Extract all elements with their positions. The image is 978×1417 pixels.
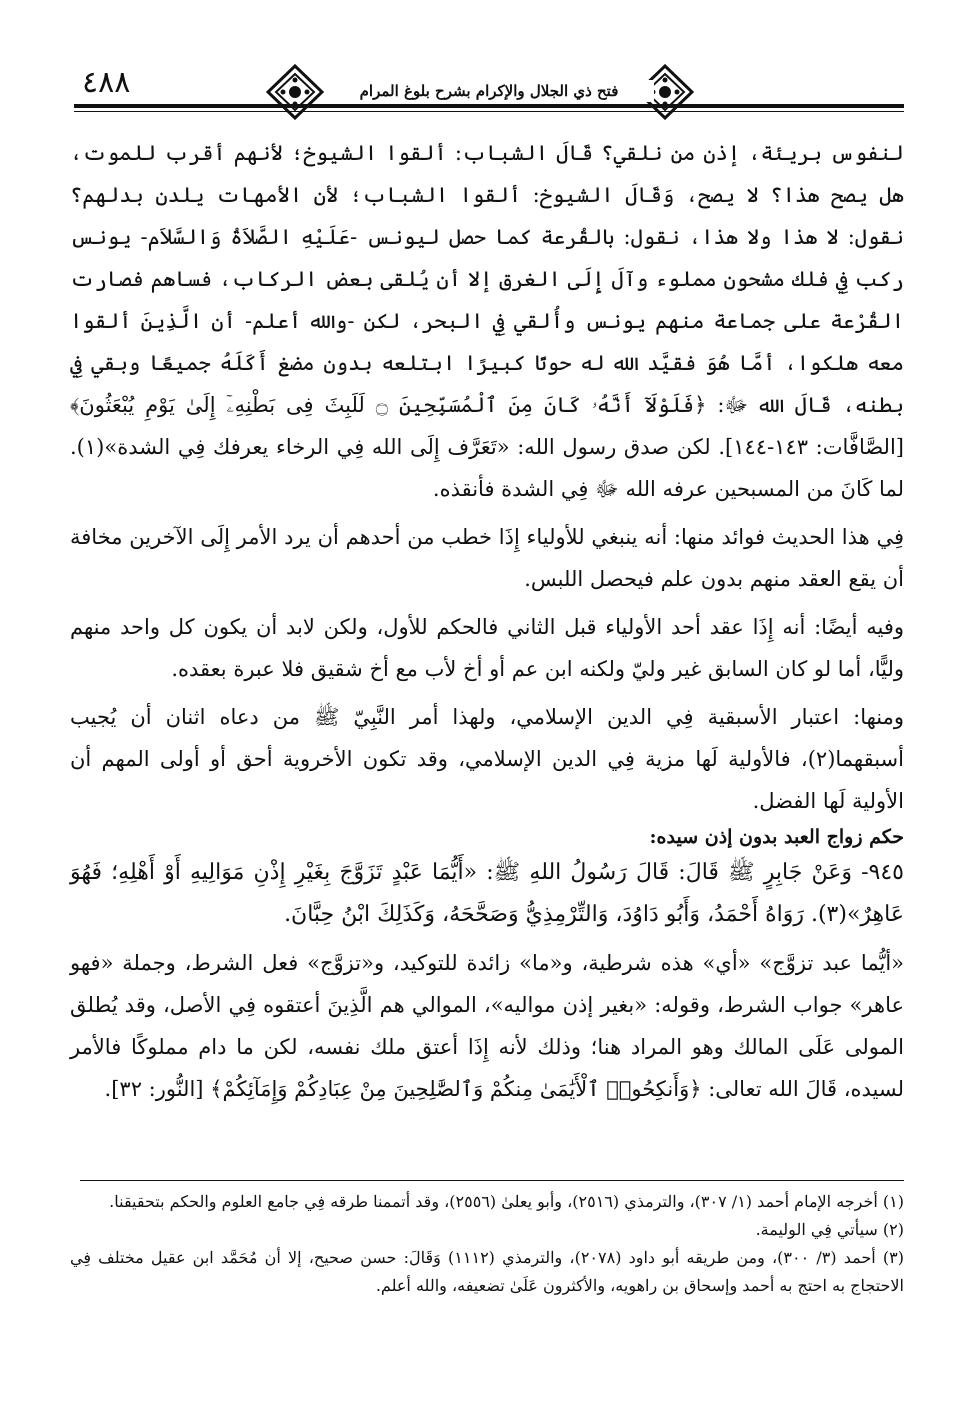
paragraph-1: لنفوس بريئة، إذن من نلقي؟ قَالَ الشباب: ألقوا الشيوخ؛ لأنهم أقرب للموت، هل يصح هذا؟ لا يصح، وَقَالَ الشيوخ: ألقوا الشباب؛ لأن الأمهات يلدن بدلهم؟ نقول: لا هذا ولا هذا، نقول: بالقُرعة كما حصل ليونس -عَلَيْهِ الصَّلاَةُ وَالسَّلاَم- يونس ركب فِي فلك مشحون مملوء وآلَ إِلَى الغرق إلا أن يُلقى بعض الركاب، فساهم فصارت القُرْعة على جماعة منهم يونس وأُلقي فِي البحر، لكن -والله أعلم- أن الَّذِينَ ألقوا معه هلكوا، أمَّا هُوَ فقيَّد الله له حوتًا كبيرًا ابتلعه بدون مضغ أَكَلَهُ جميعًا وبقي فِي بطنه، قَالَ الله ﷻ: ﴿فَلَوْلَآ أَنَّهُۥ كَانَ مِنَ ٱلْمُسَبِّحِينَ ۝ لَلَبِثَ فِى بَطْنِهِۦٓ إِلَىٰ يَوْمِ يُبْعَثُونَ﴾ [الصَّافَّات: ١٤٣-١٤٤]. لكن صدق رسول الله: «تَعَرَّف إِلَى الله فِي الرخاء يعرفك فِي الشدة»(١). لما كَانَ من المسبحين عرفه الله ﷻ فِي الشدة فأنقذه. bbox=[70, 141, 904, 501]
footnotes bbox=[70, 1188, 904, 1300]
book-title: فتح ذي الجلال والإكرام بشرح بلوغ المرام bbox=[324, 80, 654, 102]
paragraph-2: فِي هذا الحديث فوائد منها: أنه ينبغي للأولياء إِذَا خطب من أحدهم أن يرد الأمر إِلَى الآخرين مخافة أن يقع العقد منهم بدون علم فيحصل اللبس. bbox=[70, 525, 904, 591]
footnote-3: (٣) أحمد (٣/ ٣٠٠)، ومن طريقه أبو داود (٢٠٧٨)، والترمذي (١١١٢) وَقَالَ: حسن صحيح، إلا أن مُحَمَّد ابن عقيل مختلف فِي الاحتجاج به احتج به أحمد وإسحاق بن راهويه، والأكثرون عَلَىٰ تضعيفه، والله أعلم. bbox=[70, 1248, 904, 1295]
header-rule-thin bbox=[74, 111, 904, 112]
footnote-rule bbox=[80, 1180, 904, 1181]
paragraph-4: ومنها: اعتبار الأسبقية فِي الدين الإسلامي، ولهذا أمر النَّبِيّ ﷺ من دعاه اثنان أن يُجيب أسبقهما(٢)، فالأولية لَها مزية فِي الدين الإسلامي، وقد تكون الأخروية أحق أو أولى المهم أن الأولية لَها الفضل. bbox=[70, 705, 904, 813]
page-header bbox=[74, 62, 904, 124]
paragraph-5: «أيُّما عبد تزوَّج» «أي» هذه شرطية، و«ما» زائدة للتوكيد، و«تزوَّج» فعل الشرط، وجملة «فهو عاهر» جواب الشرط، وقوله: «بغير إذن مواليه»، الموالي هم الَّذِينَ أعتقوه فِي الأصل، وقد يُطلق المولى عَلَى المالك وهو المراد هنا؛ وذلك لأنه إِذَا أعتق ملك نفسه، لكن ما دام مملوكًا فالأمر لسيده، قَالَ الله تعالى: ﴿وَأَنكِحُوا۟ ٱلْأَيَٰمَىٰ مِنكُمْ وَٱلصَّٰلِحِينَ مِنْ عِبَادِكُمْ وَإِمَآئِكُمْ﴾ [النُّور: ٣٢]. bbox=[70, 951, 904, 1101]
main-text bbox=[70, 132, 904, 1110]
header-rule bbox=[74, 104, 904, 108]
paragraph-3: وفيه أيضًا: أنه إِذَا عقد أحد الأولياء قبل الثاني فالحكم للأول، ولكن لابد أن يكون كل واحد منهم وليًّا، أما لو كان السابق غير وليّ ولكنه ابن عم أو أخ لأب مع أخ شقيق فلا عبرة بعقده. bbox=[70, 615, 904, 681]
section-heading: حكم زواج العبد بدون إذن سيده: bbox=[649, 826, 904, 848]
page-number: ٤٨٨ bbox=[82, 65, 131, 100]
footnote-2: (٢) سيأتي فِي الوليمة. bbox=[755, 1220, 904, 1239]
hadith-text: ٩٤٥- وَعَنْ جَابِرٍ ﷺ قَالَ: قَالَ رَسُولُ اللهِ ﷺ: «أَيُّمَا عَبْدٍ تَزَوَّجَ بِغَيْرِ إِذْنِ مَوَالِيهِ أَوْ أَهْلِهِ؛ فَهُوَ عَاهِرٌ»(٣). رَوَاهُ أَحْمَدُ، وَأَبُو دَاوُدَ، وَالتِّرْمِذِيُّ وَصَحَّحَهُ، وَكَذَلِكَ ابْنُ حِبَّانَ. bbox=[70, 860, 904, 927]
footnote-1: (١) أخرجه الإمام أحمد (١/ ٣٠٧)، والترمذي (٢٥١٦)، وأبو يعلىٰ (٢٥٥٦)، وقد أتممنا طرقه فِي جامع العلوم والحكم بتحقيقنا. bbox=[109, 1192, 904, 1211]
